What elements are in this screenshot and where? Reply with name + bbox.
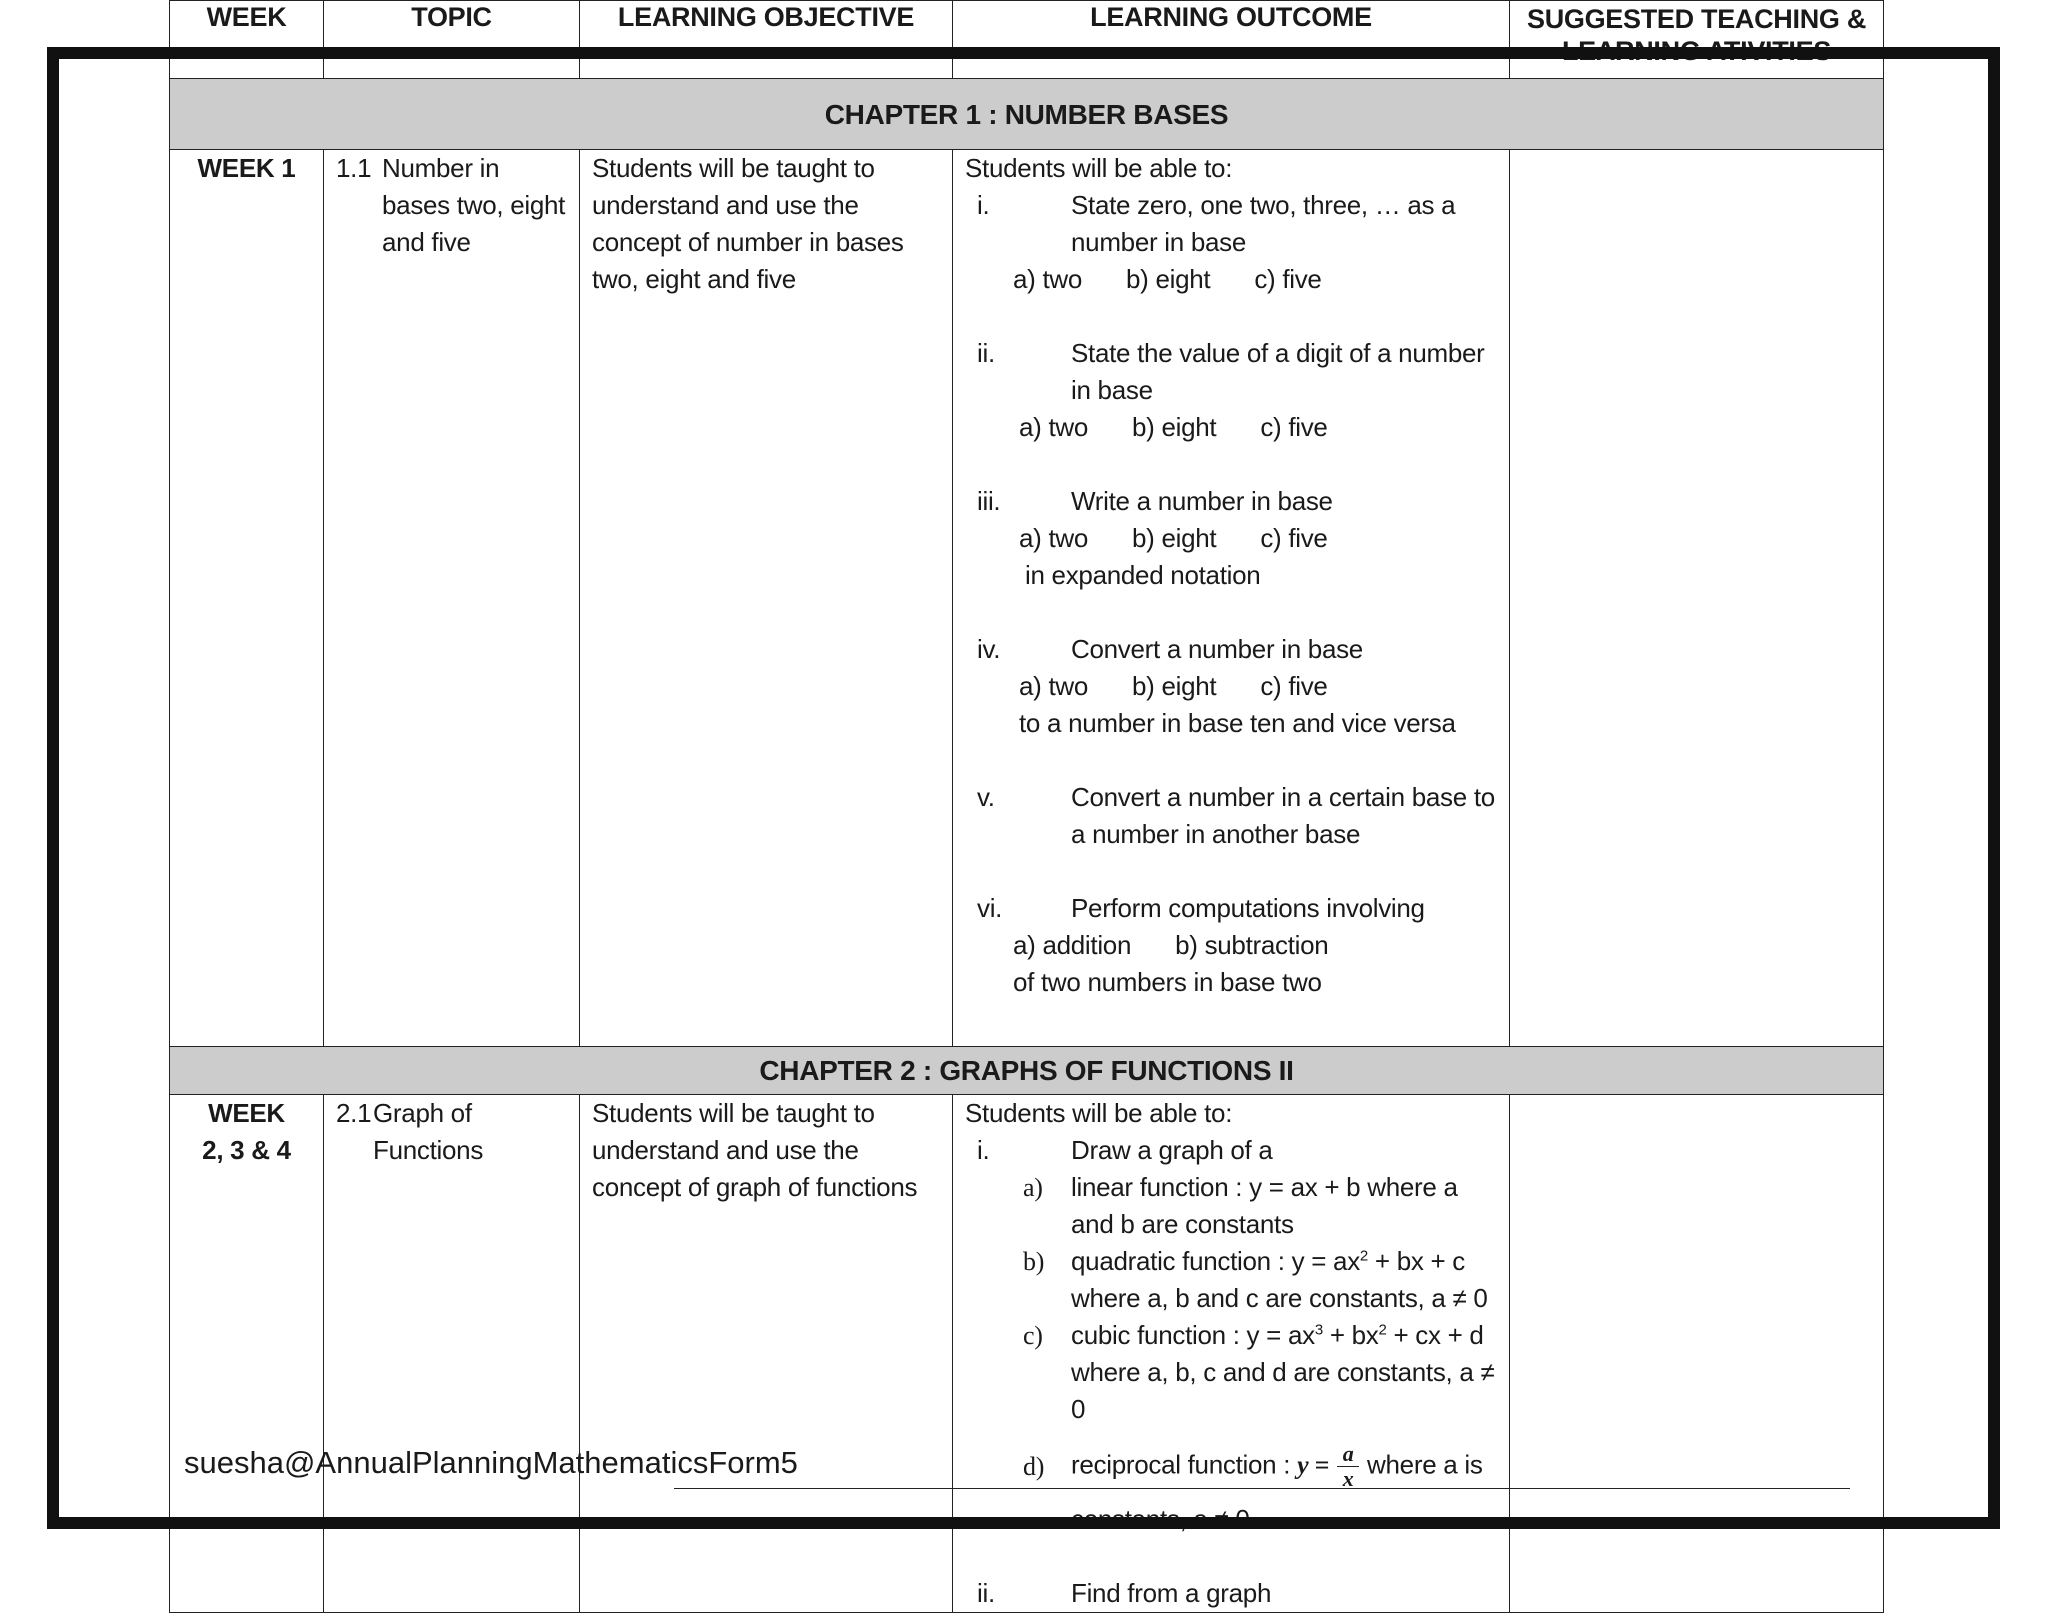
outcome-options: a) two b) eight c) five: [1013, 264, 1322, 294]
week-1-row: [170, 150, 1884, 1047]
header-learning-outcome: LEARNING OUTCOME: [953, 1, 1510, 79]
outcome-options: a) addition b) subtraction: [1013, 930, 1329, 960]
function-item: c) cubic function : $y = ax^3 + bx^2$ + cx + d where a, b, c and d are constants, a ≠ 0: [1023, 1320, 1495, 1424]
function-item: d) reciprocal function : y = $\frac{a}{x}$ where a is: [1023, 1441, 1483, 1491]
chapter-2-row: [170, 1047, 1884, 1095]
activities-1-cell: [1510, 150, 1884, 1047]
week-2-4-row: [170, 1095, 1884, 1613]
outcome-item: i. State zero, one two, three, … as a number in base: [977, 190, 1456, 257]
chapter-1-row: [170, 79, 1884, 150]
outcome-item: v. Convert a number in a certain base to a number in another base: [977, 782, 1495, 849]
topic-1-1-cell: [324, 150, 580, 1047]
outcome-item: i. Draw a graph of a: [977, 1135, 1273, 1165]
outcome-item: iii. Write a number in base: [977, 486, 1333, 516]
footer-rule: [674, 1488, 1850, 1489]
topic-number: 1.1: [336, 153, 372, 183]
outcome-after: to a number in base ten and vice versa: [1019, 708, 1456, 738]
annual-plan-table: [169, 0, 1884, 1613]
topic-text: Number in bases two, eight and five: [382, 153, 566, 257]
topic-text: Graph of Functions: [373, 1098, 484, 1165]
topic-2-1-cell: [324, 1095, 580, 1613]
function-item: a) linear function : y = ax + b where a and b are constants: [1023, 1172, 1458, 1239]
topic-number: 2.1: [336, 1098, 372, 1128]
outcome-after: of two numbers in base two: [1013, 967, 1322, 997]
week-1-cell: WEEK 1: [170, 150, 324, 1047]
function-continuation: constants, a ≠ 0: [1071, 1504, 1250, 1534]
page-footer: [184, 1445, 1850, 1481]
outcome-options: a) two b) eight c) five: [1019, 523, 1328, 553]
function-item: b) quadratic function : $y = ax^2$ + bx + c where a, b and c are constants, a ≠ 0: [1023, 1246, 1488, 1313]
header-learning-objective: LEARNING OBJECTIVE: [580, 1, 953, 79]
chapter-2-title: CHAPTER 2 : GRAPHS OF FUNCTIONS II: [170, 1047, 1884, 1095]
outcome-item: vi. Perform computations involving: [977, 893, 1425, 923]
activities-2-cell: [1510, 1095, 1884, 1613]
header-row: [170, 1, 1884, 79]
objective-2-cell: Students will be taught to understand and use the concept of graph of functions: [580, 1095, 953, 1613]
outcome-intro: Students will be able to:: [965, 1098, 1233, 1128]
outcome-after: in expanded notation: [1025, 560, 1261, 590]
header-suggested-activities: SUGGESTED TEACHING & LEARNING ATIVITIES: [1510, 1, 1884, 79]
outcome-1-cell: [953, 150, 1510, 1047]
header-topic: TOPIC: [324, 1, 580, 79]
outcome-item: iv. Convert a number in base: [977, 634, 1363, 664]
header-week: WEEK: [170, 1, 324, 79]
outcome-2-cell: [953, 1095, 1510, 1613]
objective-1-cell: Students will be taught to understand and use the concept of number in bases two, eight and five: [580, 150, 953, 1047]
outcome-options: a) two b) eight c) five: [1019, 671, 1328, 701]
week-2-4-cell: WEEK 2, 3 & 4: [170, 1095, 324, 1613]
outcome-options: a) two b) eight c) five: [1019, 412, 1328, 442]
outcome-intro: Students will be able to:: [965, 153, 1233, 183]
outcome-item: ii. Find from a graph: [977, 1578, 1272, 1608]
outcome-item: ii. State the value of a digit of a number in base: [977, 338, 1485, 405]
fraction-a-over-x: $\frac{a}{x}$: [1337, 1442, 1359, 1491]
chapter-1-title: CHAPTER 1 : NUMBER BASES: [170, 79, 1884, 150]
footer-text: suesha@AnnualPlanningMathematicsForm5: [184, 1445, 798, 1480]
